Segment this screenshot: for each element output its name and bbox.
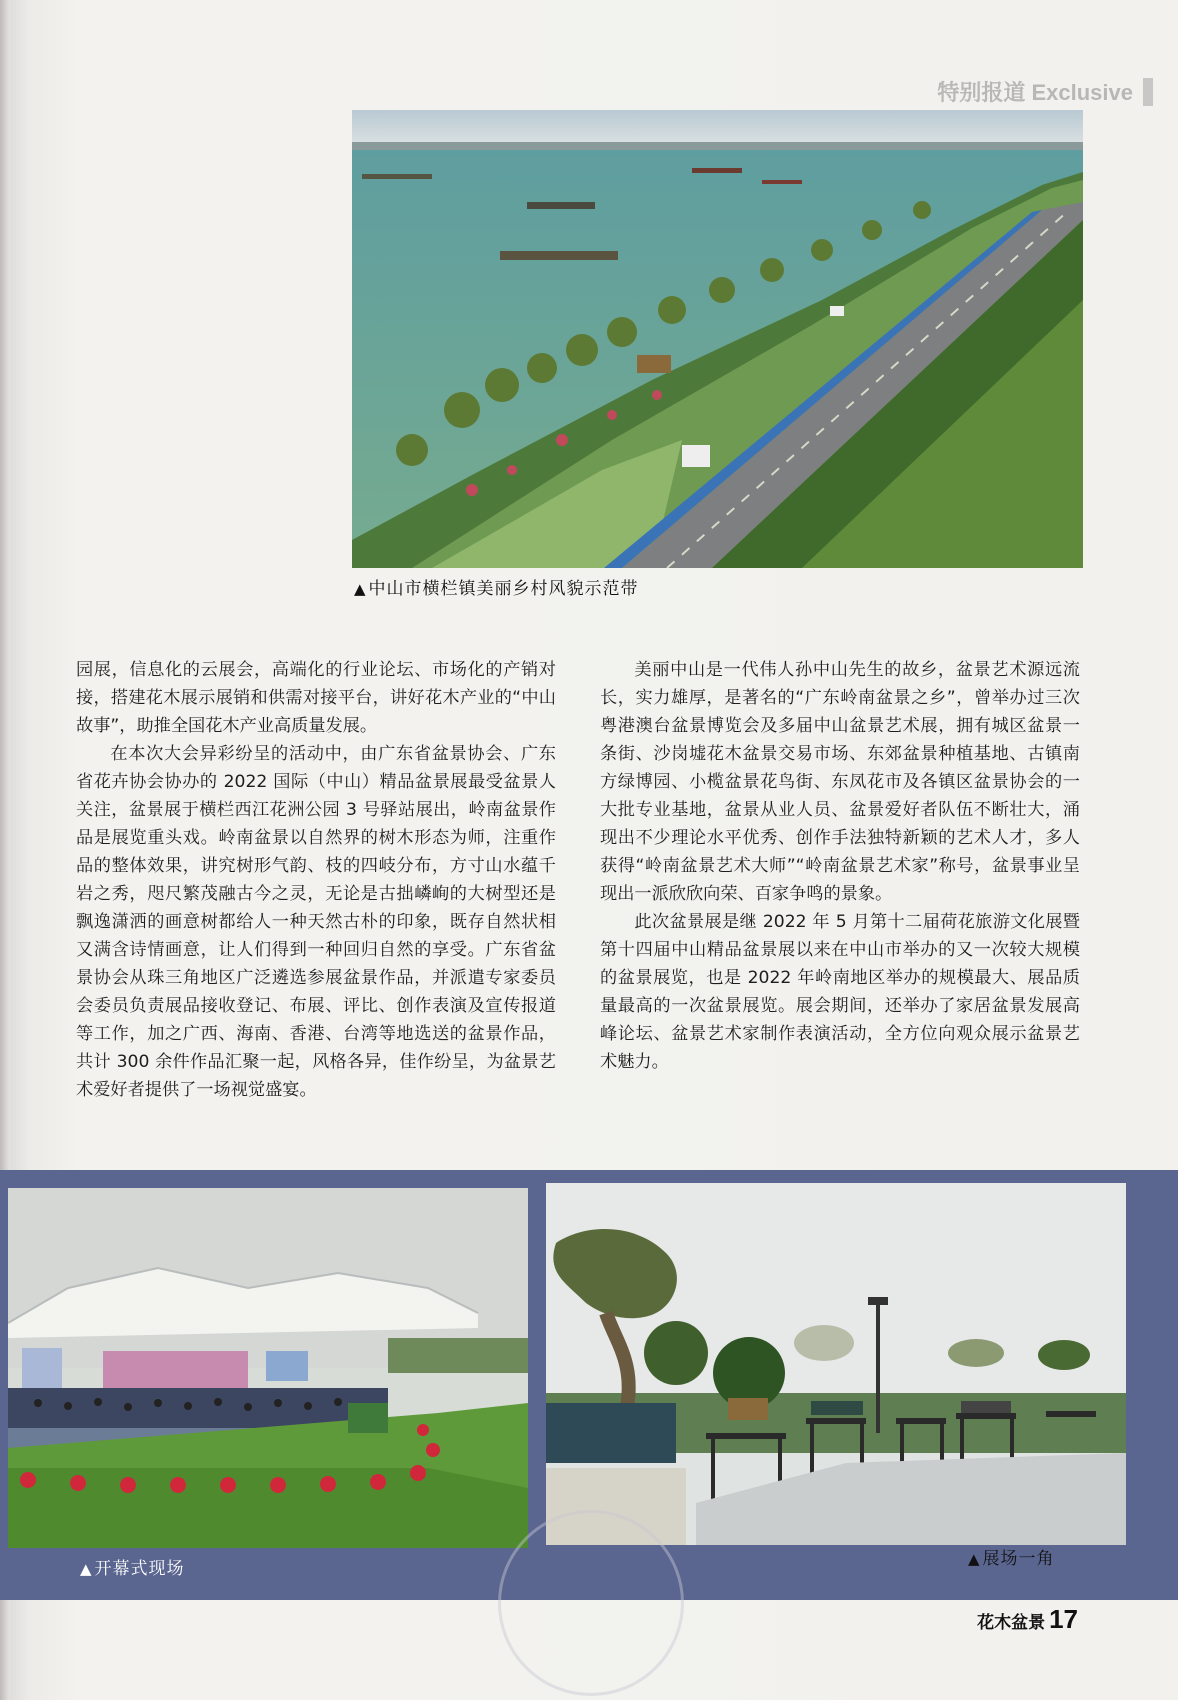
caption-triangle-icon: ▲: [354, 580, 367, 598]
left-text-column: [76, 656, 556, 1104]
bottom-left-caption-text: 开幕式现场: [94, 1559, 185, 1579]
page-number: 17: [1049, 1604, 1078, 1634]
watermark-seal-icon: [498, 1510, 684, 1696]
photo-exhibition-corner: [546, 1183, 1126, 1545]
right-paragraph-2: 此次盆景展是继 2022 年 5 月第十二届荷花旅游文化展暨第十四届中山精品盆景展以来在中山市举办的又一次较大规模的盆景展览，也是 2022 年岭南地区举办的规模最大、展品质量最高的一次盆景展览。展会期间，还举办了家居盆景发展高峰论坛、盆景艺术家制作表演活动，全方位向观众展示盆景艺术魅力。: [600, 912, 1080, 1072]
bottom-right-caption-text: 展场一角: [982, 1549, 1055, 1569]
bottom-right-caption: [968, 1544, 1055, 1569]
top-photo-caption-text: 中山市横栏镇美丽乡村风貌示范带: [368, 579, 639, 599]
page-footer: [977, 1604, 1078, 1635]
bottom-left-caption: [80, 1554, 185, 1579]
caption-triangle-icon: ▲: [968, 1550, 981, 1568]
left-paragraph-1: 园展，信息化的云展会，高端化的行业论坛、市场化的产销对接，搭建花木展示展销和供需对接平台，讲好花木产业的“中山故事”，助推全国花木产业高质量发展。: [76, 660, 556, 736]
right-paragraph-1: 美丽中山是一代伟人孙中山先生的故乡，盆景艺术源远流长，实力雄厚，是著名的“广东岭南盆景之乡”，曾举办过三次粤港澳台盆景博览会及多届中山盆景艺术展，拥有城区盆景一条街、沙岗墟花木盆景交易市场、东郊盆景种植基地、古镇南方绿博园、小榄盆景花鸟街、东凤花市及各镇区盆景协会的一大批专业基地，盆景从业人员、盆景爱好者队伍不断壮大，涌现出不少理论水平优秀、创作手法独特新颖的艺术人才，多人获得“岭南盆景艺术大师”“岭南盆景艺术家”称号，盆景事业呈现出一派欣欣向荣、百家争鸣的景象。: [600, 660, 1080, 904]
photo-opening-ceremony: [8, 1188, 528, 1548]
header-bar-icon: [1143, 78, 1153, 106]
photo-river-greenway: [352, 110, 1083, 568]
section-header-text: 特别报道 Exclusive: [937, 80, 1133, 105]
right-text-column: [600, 656, 1080, 1076]
left-paragraph-2: 在本次大会异彩纷呈的活动中，由广东省盆景协会、广东省花卉协会协办的 2022 国际（中山）精品盆景展最受盆景人关注，盆景展于横栏西江花洲公园 3 号驿站展出，岭南盆景作品是展览重头戏。岭南盆景以自然界的树木形态为师，注重作品的整体效果，讲究树形气韵、枝的四岐分布，方寸山水蕴千岩之秀，咫尺繁茂融古今之灵，无论是古拙嶙峋的大树型还是飘逸潇洒的画意树都给人一种天然古朴的印象，既存自然状相又满含诗情画意，让人们得到一种回归自然的享受。广东省盆景协会从珠三角地区广泛遴选参展盆景作品，并派遣专家委员会委员负责展品接收登记、布展、评比、创作表演及宣传报道等工作，加之广西、海南、香港、台湾等地选送的盆景作品，共计 300 余件作品汇聚一起，风格各异，佳作纷呈，为盆景艺术爱好者提供了一场视觉盛宴。: [76, 744, 556, 1100]
magazine-name: 花木盆景: [977, 1613, 1046, 1632]
top-photo-caption: [354, 574, 639, 599]
section-header: [937, 76, 1153, 107]
caption-triangle-icon: ▲: [80, 1560, 93, 1578]
